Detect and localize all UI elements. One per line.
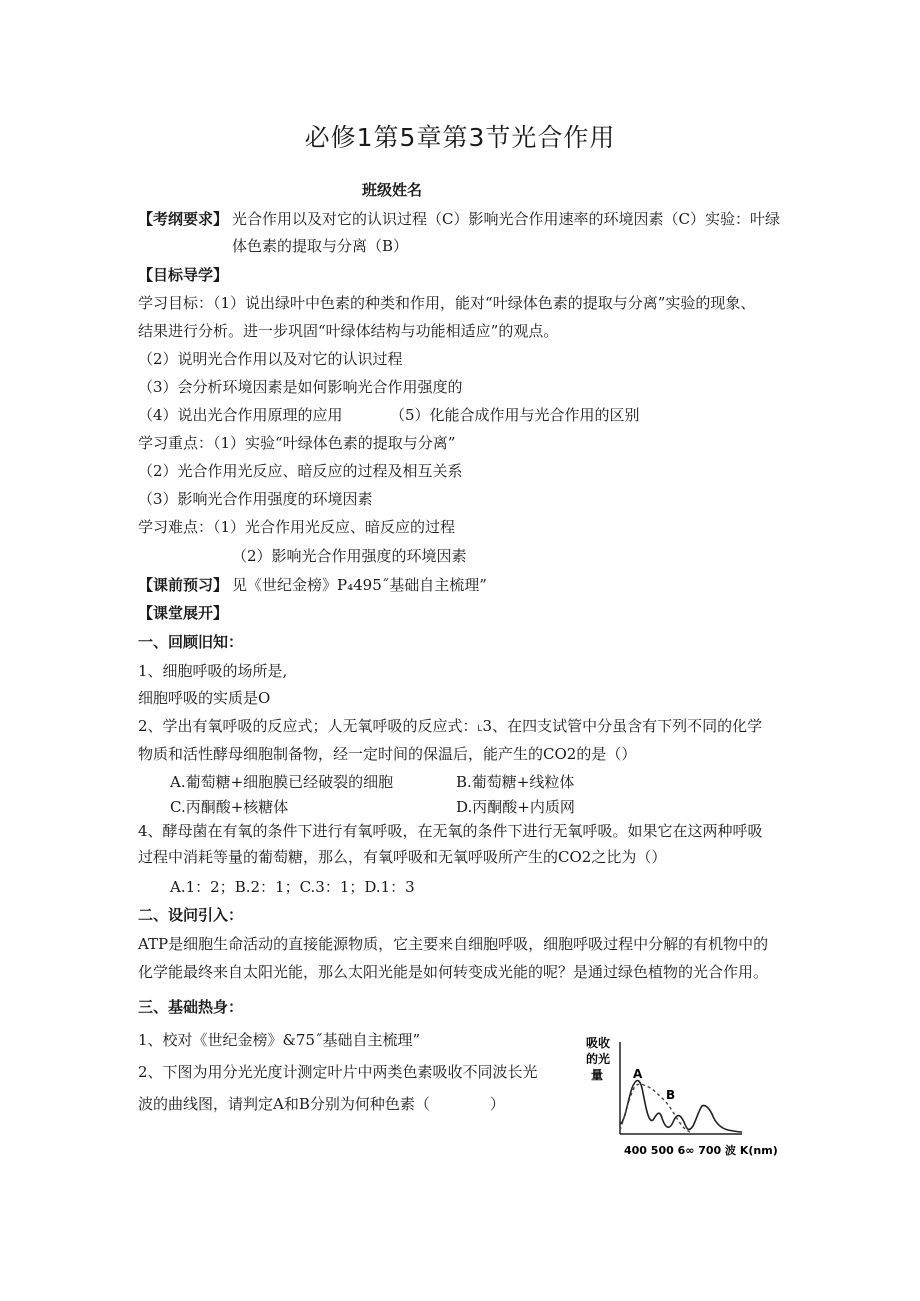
key-point-item-2: （2）光合作用光反应、暗反应的过程及相互关系 (138, 462, 463, 480)
curve-a-label: A (633, 1067, 643, 1081)
section3-question-2a: 2、下图为用分光光度计测定叶片中两类色素吸收不同波长光 (138, 1063, 538, 1081)
question-1b: 细胞呼吸的实质是O (138, 689, 271, 707)
question-4b: 过程中消耗等量的葡萄糖，那么，有氧呼吸和无氧呼吸所产生的CO2之比为（） (138, 848, 667, 866)
section3-heading: 三、基础热身： (138, 998, 244, 1016)
section3-question-2b: 波的曲线图，请判定A和B分别为何种色素（ ） (138, 1095, 505, 1113)
question-3-continued: 物质和活性酵母细胞制备物，经一定时间的保温后，能产生的CO2的是（） (138, 745, 637, 763)
figure-xlabel: 400 500 6∞ 700 波 K(nm) (624, 1144, 778, 1157)
absorption-spectrum-figure (578, 1030, 778, 1160)
question-1a: 1、细胞呼吸的场所是, (138, 662, 288, 680)
key-point-line-1: 学习重点：（1）实验“叶绿体色素的提取与分离” (138, 434, 456, 452)
section2-heading: 二、设问引入： (138, 906, 244, 924)
preview-text: 见《世纪金榜》P₄495˝基础自主梳理” (232, 576, 487, 594)
class-name-line: 班级姓名 (362, 181, 423, 199)
key-point-item-3: （3）影响光合作用强度的环境因素 (138, 490, 373, 508)
question-4a: 4、酵母菌在有氧的条件下进行有氧呼吸，在无氧的条件下进行无氧呼吸。如果它在这两种呼吸 (138, 822, 763, 840)
option-c: C.丙酮酸+核糖体 (170, 798, 289, 816)
difficulty-item-2: （2）影响光合作用强度的环境因素 (232, 547, 467, 565)
curve-b-label: B (666, 1088, 676, 1102)
syllabus-text-1: 光合作用以及对它的认识过程（C）影响光合作用速率的环境因素（C）实验：叶绿 (232, 210, 780, 228)
goal-item-4: （4）说出光合作用原理的应用 (138, 406, 343, 424)
section2-paragraph-1: ATP是细胞生命活动的直接能源物质，它主要来自细胞呼吸，细胞呼吸过程中分解的有机物中的 (138, 935, 769, 953)
goal-item-5: （5）化能合成作用与光合作用的区别 (390, 406, 640, 424)
goal-line-1: 学习目标：（1）说出绿叶中色素的种类和作用，能对“叶绿体色素的提取与分离”实验的现象、 (138, 294, 756, 312)
preview-label: 【课前预习】 (138, 576, 229, 594)
difficulty-line-1: 学习难点：（1）光合作用光反应、暗反应的过程 (138, 518, 456, 536)
class-heading: 【课堂展开】 (138, 604, 229, 622)
figure-ylabel-3: 量 (591, 1068, 604, 1082)
section3-question-1: 1、校对《世纪金榜》&75˝基础自主梳理” (138, 1031, 421, 1049)
goal-heading: 【目标导学】 (138, 266, 229, 284)
option-d: D.丙酮酸+内质网 (456, 798, 575, 816)
section1-heading: 一、回顾旧知： (138, 633, 244, 651)
goal-item-3: （3）会分析环境因素是如何影响光合作用强度的 (138, 378, 463, 396)
figure-ylabel-1: 吸收 (586, 1036, 611, 1050)
syllabus-text-2: 体色素的提取与分离（B） (232, 237, 409, 255)
section2-paragraph-2: 化学能最终来自太阳光能，那么太阳光能是如何转变成光能的呢？是通过绿色植物的光合作用。 (138, 963, 769, 981)
syllabus-label: 【考纲要求】 (138, 210, 229, 228)
document-title: 必修1第5章第3节光合作用 (304, 123, 616, 152)
figure-ylabel-2: 的光 (586, 1052, 611, 1066)
option-a: A.葡萄糖+细胞膜已经破裂的细胞 (170, 773, 394, 791)
option-b: B.葡萄糖+线粒体 (456, 773, 575, 791)
question-4-options: A.1：2；B.2：1；C.3：1；D.1：3 (170, 878, 415, 896)
goal-item-2: （2）说明光合作用以及对它的认识过程 (138, 350, 403, 368)
goal-line-2: 结果进行分析。进一步巩固“叶绿体结构与功能相适应”的观点。 (138, 322, 559, 340)
question-2: 2、学出有氧呼吸的反应式；人无氧呼吸的反应式：˪3、在四支试管中分虽含有下列不同的化学 (138, 717, 763, 735)
